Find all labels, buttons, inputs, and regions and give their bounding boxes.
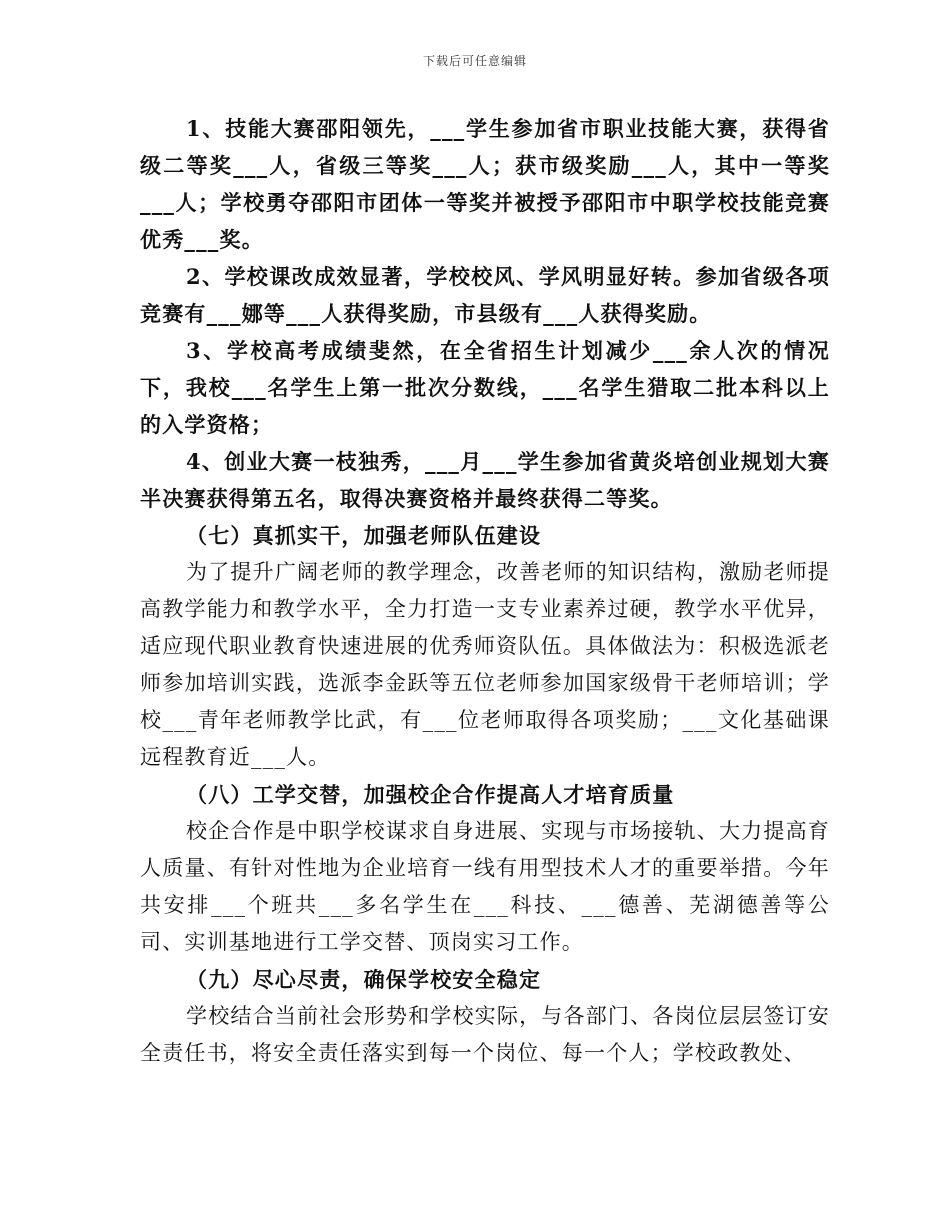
paragraph-safety: 学校结合当前社会形势和学校实际，与各部门、各岗位层层签订安全责任书，将安全责任落实到每一个岗位、每一个人；学校政教处、: [140, 1004, 830, 1065]
paragraph-college-exam: 3、学校高考成绩斐然，在全省招生计划减少___余人次的情况下，我校___名学生上第一批次分数线，___名学生猎取二批本科以上的入学资格；: [140, 338, 830, 437]
section-heading-7: （七）真抓实干，加强老师队伍建设: [186, 523, 542, 548]
section-heading-9: （九）尽心尽责，确保学校安全稳定: [186, 967, 542, 992]
page-header: 下载后可任意编辑: [422, 54, 527, 68]
paragraph-teacher-team: 为了提升广阔老师的教学理念，改善老师的知识结构，激励老师提高教学能力和教学水平，全力打造一支专业素养过硬，教学水平优异，适应现代职业教育快速进展的优秀师资队伍。具体做法为：积极选派老师参加培训实践，选派李金跃等五位老师参加国家级骨干老师培训；学校___青年老师教学比武，有___位老师取得各项奖励；___文化基础课远程教育近___人。: [140, 560, 830, 769]
paragraph-entrepreneurship: 4、创业大赛一枝独秀，___月___学生参加省黄炎培创业规划大赛半决赛获得第五名，取得决赛资格并最终获得二等奖。: [140, 449, 830, 511]
paragraph-school-enterprise: 校企合作是中职学校谋求自身进展、实现与市场接轨、大力提高育人质量、有针对性地为企业培育一线有用型技术人才的重要举措。今年共安排___个班共___多名学生在___科技、___德善、芜湖德善等公司、实训基地进行工学交替、顶岗实习工作。: [140, 819, 830, 954]
paragraph-skills-contest: 1、技能大赛邵阳领先，___学生参加省市职业技能大赛，获得省级二等奖___人，省级三等奖___人；获市级奖励___人，其中一等奖___人；学校勇夺邵阳市团体一等奖并被授予邵阳市中职学校技能竞赛优秀___奖。: [140, 116, 830, 252]
paragraph-curriculum-reform: 2、学校课改成效显著，学校校风、学风明显好转。参加省级各项竞赛有___娜等___人获得奖励，市县级有___人获得奖励。: [140, 264, 830, 326]
document-body: [140, 110, 830, 1072]
section-heading-8: （八）工学交替，加强校企合作提高人才培育质量: [186, 782, 675, 807]
